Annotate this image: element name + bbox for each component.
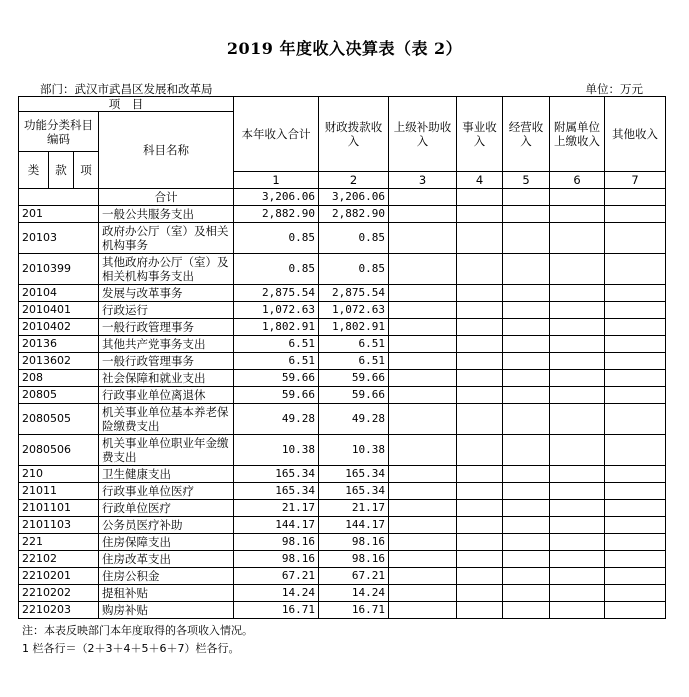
row-total-value: 10.38 [234, 435, 319, 466]
row-code: 2010402 [19, 319, 99, 336]
empty-cell [503, 500, 550, 517]
empty-cell [605, 551, 666, 568]
row-name: 政府办公厅（室）及相关机构事务 [99, 223, 234, 254]
empty-cell [503, 534, 550, 551]
empty-cell [389, 254, 457, 285]
empty-cell [389, 387, 457, 404]
empty-cell [503, 568, 550, 585]
row-name: 一般行政管理事务 [99, 319, 234, 336]
empty-cell [503, 319, 550, 336]
empty-cell [457, 500, 503, 517]
header-func-code: 功能分类科目编码 [19, 112, 99, 152]
empty-cell [457, 387, 503, 404]
empty-cell [550, 534, 605, 551]
header-total-income: 本年收入合计 [234, 97, 319, 172]
table-row [19, 500, 666, 517]
empty-cell [389, 353, 457, 370]
empty-cell [605, 517, 666, 534]
empty-cell [503, 336, 550, 353]
row-fiscal-value: 1,072.63 [319, 302, 389, 319]
empty-cell [457, 254, 503, 285]
empty-cell [503, 206, 550, 223]
column-number: 5 [503, 172, 550, 189]
row-code: 20136 [19, 336, 99, 353]
row-name: 卫生健康支出 [99, 466, 234, 483]
empty-cell [550, 387, 605, 404]
empty-cell [503, 551, 550, 568]
row-total-value: 0.85 [234, 254, 319, 285]
total-fiscal-value: 3,206.06 [319, 189, 389, 206]
empty-cell [550, 319, 605, 336]
empty-cell [457, 319, 503, 336]
unit-label: 单位：万元 [585, 82, 643, 96]
empty-cell [503, 483, 550, 500]
row-total-value: 1,072.63 [234, 302, 319, 319]
table-row [19, 319, 666, 336]
row-code: 2210203 [19, 602, 99, 619]
empty-cell [389, 517, 457, 534]
row-fiscal-value: 21.17 [319, 500, 389, 517]
empty-cell [389, 319, 457, 336]
header-operating: 经营收入 [503, 97, 550, 172]
footnote-2: 1 栏各行＝（2＋3＋4＋5＋6＋7）栏各行。 [22, 642, 240, 655]
empty-cell [605, 285, 666, 302]
row-fiscal-value: 59.66 [319, 387, 389, 404]
empty-cell [457, 370, 503, 387]
total-label: 合计 [99, 189, 234, 206]
header-subsidiary: 附属单位上缴收入 [550, 97, 605, 172]
row-code: 21011 [19, 483, 99, 500]
header-other: 其他收入 [605, 97, 666, 172]
footnote-1: 注：本表反映部门本年度取得的各项收入情况。 [22, 624, 253, 637]
row-code: 20805 [19, 387, 99, 404]
empty-cell [605, 319, 666, 336]
empty-cell [550, 370, 605, 387]
header-item: 项 目 [19, 97, 234, 112]
empty-cell [605, 404, 666, 435]
header-kuan: 款 [49, 152, 74, 189]
empty-cell [605, 189, 666, 206]
table-row [19, 404, 666, 435]
row-code: 2080506 [19, 435, 99, 466]
row-fiscal-value: 2,875.54 [319, 285, 389, 302]
row-code: 2010401 [19, 302, 99, 319]
table-row [19, 387, 666, 404]
row-total-value: 14.24 [234, 585, 319, 602]
empty-cell [605, 223, 666, 254]
row-code: 2101101 [19, 500, 99, 517]
row-name: 一般公共服务支出 [99, 206, 234, 223]
empty-cell [550, 353, 605, 370]
empty-cell [389, 551, 457, 568]
empty-cell [457, 585, 503, 602]
empty-cell [457, 404, 503, 435]
empty-cell [550, 285, 605, 302]
row-name: 行政事业单位离退休 [99, 387, 234, 404]
row-code: 20103 [19, 223, 99, 254]
column-number: 1 [234, 172, 319, 189]
row-total-value: 6.51 [234, 353, 319, 370]
empty-cell [605, 568, 666, 585]
empty-cell [550, 466, 605, 483]
empty-cell [503, 370, 550, 387]
row-code: 208 [19, 370, 99, 387]
total-income-value: 3,206.06 [234, 189, 319, 206]
row-code: 210 [19, 466, 99, 483]
empty-cell [503, 302, 550, 319]
empty-cell [389, 500, 457, 517]
empty-cell [503, 585, 550, 602]
row-name: 住房改革支出 [99, 551, 234, 568]
empty-cell [457, 285, 503, 302]
table-row [19, 568, 666, 585]
table-row [19, 466, 666, 483]
empty-cell [389, 404, 457, 435]
row-code: 20104 [19, 285, 99, 302]
row-name: 其他共产党事务支出 [99, 336, 234, 353]
row-code: 221 [19, 534, 99, 551]
empty-cell [389, 585, 457, 602]
empty-cell [457, 336, 503, 353]
empty-cell [503, 517, 550, 534]
header-superior: 上级补助收入 [389, 97, 457, 172]
empty-cell [550, 483, 605, 500]
row-fiscal-value: 144.17 [319, 517, 389, 534]
row-total-value: 2,875.54 [234, 285, 319, 302]
total-code-cell [19, 189, 99, 206]
empty-cell [457, 483, 503, 500]
empty-cell [457, 189, 503, 206]
empty-cell [389, 466, 457, 483]
row-name: 机关事业单位职业年金缴费支出 [99, 435, 234, 466]
row-code: 2101103 [19, 517, 99, 534]
row-total-value: 98.16 [234, 534, 319, 551]
row-total-value: 2,882.90 [234, 206, 319, 223]
row-code: 22102 [19, 551, 99, 568]
empty-cell [605, 302, 666, 319]
empty-cell [605, 483, 666, 500]
column-number: 4 [457, 172, 503, 189]
row-name: 行政运行 [99, 302, 234, 319]
row-fiscal-value: 67.21 [319, 568, 389, 585]
empty-cell [550, 435, 605, 466]
empty-cell [605, 585, 666, 602]
empty-cell [457, 466, 503, 483]
empty-cell [605, 500, 666, 517]
row-code: 2210202 [19, 585, 99, 602]
empty-cell [550, 336, 605, 353]
empty-cell [389, 602, 457, 619]
empty-cell [550, 206, 605, 223]
empty-cell [457, 223, 503, 254]
row-total-value: 21.17 [234, 500, 319, 517]
empty-cell [503, 285, 550, 302]
empty-cell [389, 189, 457, 206]
empty-cell [389, 285, 457, 302]
row-name: 住房保障支出 [99, 534, 234, 551]
table-row [19, 206, 666, 223]
empty-cell [550, 302, 605, 319]
table-row [19, 285, 666, 302]
table-row [19, 302, 666, 319]
row-total-value: 144.17 [234, 517, 319, 534]
total-row [19, 189, 666, 206]
row-name: 提租补贴 [99, 585, 234, 602]
empty-cell [503, 404, 550, 435]
row-name: 行政事业单位医疗 [99, 483, 234, 500]
row-fiscal-value: 1,802.91 [319, 319, 389, 336]
empty-cell [503, 387, 550, 404]
row-fiscal-value: 98.16 [319, 534, 389, 551]
empty-cell [457, 302, 503, 319]
row-fiscal-value: 165.34 [319, 466, 389, 483]
header-business: 事业收入 [457, 97, 503, 172]
table-row [19, 353, 666, 370]
empty-cell [605, 370, 666, 387]
row-name: 行政单位医疗 [99, 500, 234, 517]
header-fiscal: 财政拨款收入 [319, 97, 389, 172]
empty-cell [389, 534, 457, 551]
empty-cell [605, 353, 666, 370]
row-code: 201 [19, 206, 99, 223]
header-xiang: 项 [74, 152, 99, 189]
row-total-value: 165.34 [234, 466, 319, 483]
row-total-value: 98.16 [234, 551, 319, 568]
table-row [19, 517, 666, 534]
empty-cell [389, 302, 457, 319]
empty-cell [389, 223, 457, 254]
row-total-value: 165.34 [234, 483, 319, 500]
empty-cell [550, 189, 605, 206]
empty-cell [605, 534, 666, 551]
empty-cell [389, 568, 457, 585]
empty-cell [605, 602, 666, 619]
row-fiscal-value: 0.85 [319, 254, 389, 285]
row-total-value: 0.85 [234, 223, 319, 254]
empty-cell [457, 568, 503, 585]
row-name: 购房补贴 [99, 602, 234, 619]
empty-cell [605, 254, 666, 285]
table-row [19, 336, 666, 353]
column-number: 2 [319, 172, 389, 189]
row-name: 发展与改革事务 [99, 285, 234, 302]
row-code: 2080505 [19, 404, 99, 435]
empty-cell [550, 223, 605, 254]
empty-cell [457, 435, 503, 466]
row-fiscal-value: 59.66 [319, 370, 389, 387]
row-code: 2210201 [19, 568, 99, 585]
empty-cell [503, 602, 550, 619]
row-fiscal-value: 10.38 [319, 435, 389, 466]
row-name: 机关事业单位基本养老保险缴费支出 [99, 404, 234, 435]
table-row [19, 223, 666, 254]
table-row [19, 551, 666, 568]
row-name: 其他政府办公厅（室）及相关机构事务支出 [99, 254, 234, 285]
empty-cell [503, 466, 550, 483]
row-fiscal-value: 0.85 [319, 223, 389, 254]
department-label: 部门：武汉市武昌区发展和改革局 [40, 82, 213, 96]
row-total-value: 6.51 [234, 336, 319, 353]
empty-cell [550, 585, 605, 602]
empty-cell [550, 404, 605, 435]
table-row [19, 435, 666, 466]
empty-cell [605, 466, 666, 483]
empty-cell [503, 435, 550, 466]
empty-cell [550, 551, 605, 568]
row-name: 社会保障和就业支出 [99, 370, 234, 387]
row-name: 一般行政管理事务 [99, 353, 234, 370]
row-fiscal-value: 49.28 [319, 404, 389, 435]
row-total-value: 59.66 [234, 370, 319, 387]
row-total-value: 59.66 [234, 387, 319, 404]
empty-cell [503, 223, 550, 254]
table-row [19, 370, 666, 387]
row-code: 2010399 [19, 254, 99, 285]
table-row [19, 585, 666, 602]
empty-cell [503, 254, 550, 285]
row-code: 2013602 [19, 353, 99, 370]
empty-cell [457, 602, 503, 619]
row-fiscal-value: 6.51 [319, 353, 389, 370]
empty-cell [503, 353, 550, 370]
row-total-value: 67.21 [234, 568, 319, 585]
empty-cell [389, 435, 457, 466]
empty-cell [389, 206, 457, 223]
empty-cell [550, 500, 605, 517]
row-fiscal-value: 2,882.90 [319, 206, 389, 223]
row-fiscal-value: 14.24 [319, 585, 389, 602]
row-name: 公务员医疗补助 [99, 517, 234, 534]
column-number: 3 [389, 172, 457, 189]
table-row [19, 483, 666, 500]
empty-cell [605, 336, 666, 353]
empty-cell [605, 435, 666, 466]
empty-cell [457, 353, 503, 370]
empty-cell [550, 602, 605, 619]
row-fiscal-value: 16.71 [319, 602, 389, 619]
row-total-value: 49.28 [234, 404, 319, 435]
empty-cell [503, 189, 550, 206]
row-total-value: 1,802.91 [234, 319, 319, 336]
page-title: 2019 年度收入决算表（表 2） [226, 39, 463, 58]
empty-cell [457, 534, 503, 551]
empty-cell [457, 517, 503, 534]
empty-cell [550, 568, 605, 585]
row-fiscal-value: 165.34 [319, 483, 389, 500]
empty-cell [550, 517, 605, 534]
header-subject-name: 科目名称 [99, 112, 234, 189]
empty-cell [457, 551, 503, 568]
empty-cell [457, 206, 503, 223]
empty-cell [550, 254, 605, 285]
table-row [19, 534, 666, 551]
empty-cell [605, 206, 666, 223]
column-number: 6 [550, 172, 605, 189]
table-row [19, 602, 666, 619]
column-number: 7 [605, 172, 666, 189]
income-table [18, 96, 666, 619]
empty-cell [389, 336, 457, 353]
empty-cell [605, 387, 666, 404]
empty-cell [389, 483, 457, 500]
row-fiscal-value: 98.16 [319, 551, 389, 568]
row-total-value: 16.71 [234, 602, 319, 619]
header-lei: 类 [19, 152, 49, 189]
empty-cell [389, 370, 457, 387]
row-name: 住房公积金 [99, 568, 234, 585]
row-fiscal-value: 6.51 [319, 336, 389, 353]
table-row [19, 254, 666, 285]
